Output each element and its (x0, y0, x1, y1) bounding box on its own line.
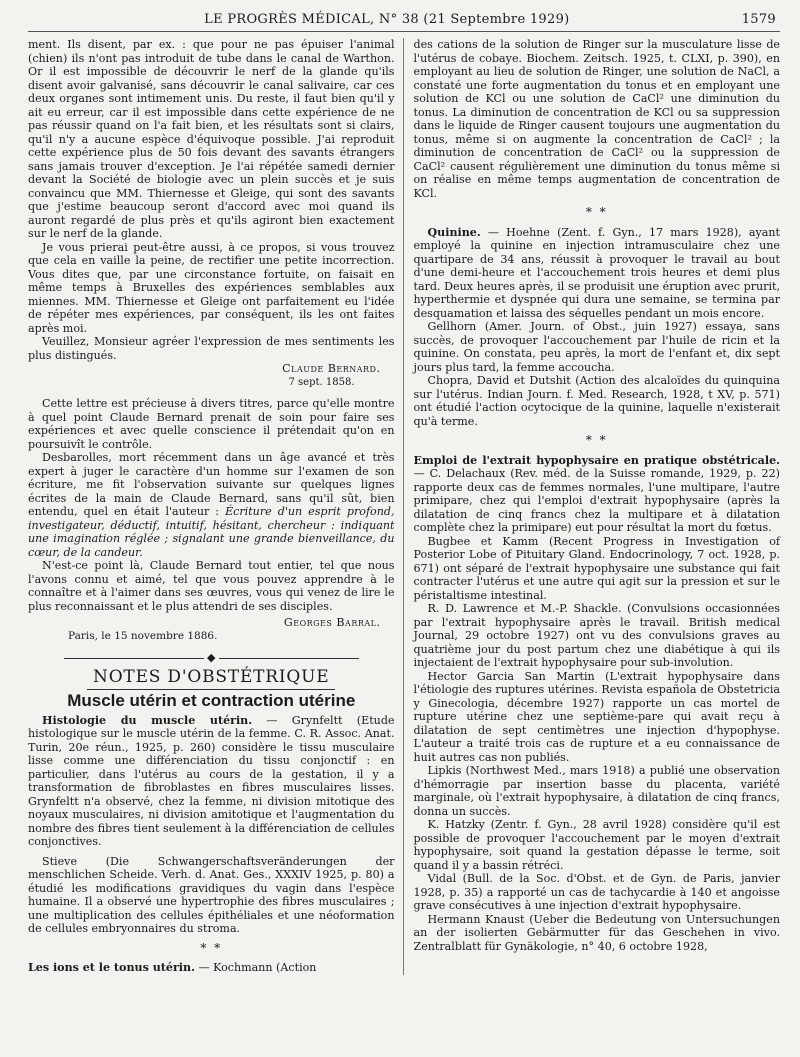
subheading: Histologie du muscle utérin. (42, 713, 253, 727)
signature: Claude Bernard. (282, 362, 381, 375)
paragraph: N'est-ce point là, Claude Bernard tout entier, tel que nous l'avons connu et aimé, tel que vous pouvez apprendre à le connaître et à l'aimer dans ses œuvres, vous qui venez de lire le plus reconnaissant et le plus attendri de ses disciples. (28, 559, 395, 613)
subheading: Emploi de l'extrait hypophysaire en pratique obstétricale. (413, 453, 780, 467)
handwriting-analysis-quote: Écriture d'un esprit profond, investigateur, déductif, intuitif, hésitant, chercheur : indiquant une imagination réglée ; signalant une grande bienveillance, du cœur, de la candeur. (28, 505, 395, 559)
paragraph: K. Hatzky (Zentr. f. Gyn., 28 avril 1928) considère qu'il est possible de provoquer l'accouchement par le moyen d'extrait hypophysaire, soit quand la gestation dépasse le terme, soit quand il y a bassin rétréci. (413, 818, 780, 872)
section-separator: * * (200, 940, 223, 955)
running-head (28, 12, 780, 32)
page-number: 1579 (741, 12, 776, 27)
subheading: Les ions et le tonus utérin. (28, 961, 195, 974)
ornament-divider: ◆ (28, 651, 395, 665)
section-separator: * * (585, 433, 608, 447)
paragraph: Je vous prierai peut-être aussi, à ce propos, si vous trouvez que cela en vaille la peine, de rectifier une petite incorrection. Vous dites que, par une circonstance fortuite, on faisait en même temps à Bruxelles des expériences semblables aux miennes. MM. Thiernesse et Gleige ont parfaitement eu l'idée de répéter mes expériences, par conséquent, ils les ont faites après moi. (28, 240, 395, 335)
paragraph: Histologie du muscle utérin. — Grynfeltt (Etude histologique sur le muscle utérin de la femme. C. R. Assoc. Anat. Turin, 20e réun., 1925, p. 260) considère le tissu musculaire lisse comme une différenciation du tissu conjonctif : en particulier, dans l'utérus au cours de la gestation, il y a transformation de fibroblastes en fibres musculaires lisses. Grynfeltt n'a observé, chez la femme, ni division mitotique des noyaux musculaires, ni division amitotique et l'augmentation du nombre des fibres tient seulement à la différenciation de cellules conjonctives. (28, 713, 395, 848)
paragraph: des cations de la solution de Ringer sur la musculature lisse de l'utérus de cobaye. Biochem. Zeitsch. 1925, t. CLXI, p. 390), en employant au lieu de solution de Ringer, une solution de NaCl, a constaté une forte augmentation du tonus et en employant une solution de KCl ou une solution de CaCl² une diminution du tonus. La diminution de concentration de KCl ou sa suppression dans le liquide de Ringer causent toujours une augmentation du tonus, même si on augmente la concentration de CaCl² ; la diminution de concentration de CaCl² ou la suppression de CaCl² causent régulièrement une diminution du tonus même si on réalise en même temps augmentation de concentration de KCl. (413, 38, 780, 200)
paragraph: Hermann Knaust (Ueber die Bedeutung von Untersuchungen an der isolierten Gebärmutter für das Geschehen in vivo. Zentralblatt für Gynäkologie, n° 40, 6 octobre 1928, (413, 912, 780, 953)
signature-date: 7 sept. 1858. (288, 376, 355, 388)
paragraph: Cette lettre est précieuse à divers titres, parce qu'elle montre à quel point Claude Bernard prenait de soin pour faire ses expériences et avec quelle conscience il prétendait qu'on en poursuivît le contrôle. (28, 397, 395, 451)
place-date: Paris, le 15 novembre 1886. (68, 629, 218, 642)
paragraph: Hector Garcia San Martin (L'extrait hypophysaire dans l'étiologie des ruptures utérines. Revista española de Obstetricia y Ginecologia, décembre 1927) rapporte un cas mortel de rupture utérine chez une septième-pare qui avait reçu à dilatation de sept centimètres une injection d'hypophyse. L'auteur a traité trois cas de rupture et a eu connaissance de huit autres cas non publiés. (413, 669, 780, 764)
section-title: NOTES D'OBSTÉTRIQUE (28, 671, 395, 685)
paragraph: Vidal (Bull. de la Soc. d'Obst. et de Gyn. de Paris, janvier 1928, p. 35) a rapporté un cas de tachycardie à 140 et angoisse grave consécutives à une injection d'extrait hypophysaire. (413, 872, 780, 912)
paragraph: Bugbee et Kamm (Recent Progress in Investigation of Posterior Lobe of Pituitary Gland. Endocrinology, 7 oct. 1928, p. 671) ont séparé de l'extrait hypophysaire une substance qui fait contracter l'utérus et une autre qui agit sur la pression et sur le péristaltisme intestinal. (413, 534, 780, 602)
paragraph: Quinine. — Hoehne (Zent. f. Gyn., 17 mars 1928), ayant employé la quinine en injection intramusculaire chez une quartipare de 34 ans, réussit à provoquer le travail au bout d'une demi-heure et l'accouchement trois heures et demi plus tard. Deux heures après, il se produisit une éruption avec prurit, hyperthermie et dyspnée qui dura une semaine, se termina par desquamation et laissa des séquelles pendant un mois encore. (413, 225, 780, 320)
paragraph: ment. Ils disent, par ex. : que pour ne pas épuiser l'animal (chien) ils n'ont pas introduit de tube dans le canal de Warthon. Or il est impossible de découvrir le nerf de la glande qu'ils disent avoir galvanisé, sans découvrir le canal salivaire, car ces deux organes sont intimement unis. Du reste, il faut bien qu'il y ait eu erreur, car il est impossible dans cette expérience de ne pas réussir quand on l'a fait bien, et les résultats sont si clairs, qu'il n'y a aucune espèce d'équivoque possible. J'ai reproduit cette expérience plus de 50 fois devant des savants étrangers sans jamais trouver d'exception. Je l'ai répétée samedi dernier devant la Société de biologie avec un plein succès et je suis convaincu que MM. Thiernesse et Gleige, qui sont des savants que j'estime beaucoup seront d'accord avec moi quand ils auront regardé de plus près et qu'ils agiront bien exactement sur le nerf de la glande. (28, 38, 395, 240)
article-title: Muscle utérin et contraction utérine (67, 691, 356, 710)
paragraph: Les ions et le tonus utérin. — Kochmann (Action (28, 961, 317, 974)
left-column (28, 38, 404, 975)
paragraph: Lipkis (Northwest Med., mars 1918) a publié une observation d'hémorragie par insertion basse du placenta, variété marginale, où l'extrait hypophysaire, à dilatation de cinq francs, donna un succès. (413, 764, 780, 818)
paragraph: Emploi de l'extrait hypophysaire en pratique obstétricale. — C. Delachaux (Rev. méd. de la Suisse romande, 1929, p. 22) rapporte deux cas de femmes normales, l'une multipare, l'autre primipare, chez qui l'emploi d'extrait hypophysaire (après la dilatation de cinq francs chez la multipare et à dilatation complète chez la primipare) eut pour résultat la mort du fœtus. (413, 453, 780, 534)
paragraph (28, 451, 395, 559)
right-column (404, 38, 781, 975)
paragraph: Chopra, David et Dutshit (Action des alcaloïdes du quinquina sur l'utérus. Indian Journ. f. Med. Research, 1928, t XV, p. 571) ont étudié l'action ocytocique de la quinine, laquelle n'existerait qu'à terme. (413, 374, 780, 428)
signature: Georges Barral. (283, 616, 381, 629)
paragraph: R. D. Lawrence et M.-P. Shackle. (Convulsions occasionnées par l'extrait hypophysaire après le travail. British medical Journal, 29 octobre 1927) ont vu des convulsions graves au quatrième jour du post partum chez une diabétique à qui ils injectaient de l'extrait hypophysaire pour sub-involution. (413, 602, 780, 669)
paragraph: Gellhorn (Amer. Journ. of Obst., juin 1927) essaya, sans succès, de provoquer l'accouchement par l'huile de ricin et la quinine. On constata, peu après, la mort de l'enfant et, dix sept jours plus tard, la femme accoucha. (413, 320, 780, 374)
two-column-body (28, 38, 780, 975)
section-separator: * * (585, 205, 608, 219)
journal-title: LE PROGRÈS MÉDICAL, N° 38 (21 Septembre 1929) (204, 12, 570, 27)
subheading: Quinine. (427, 225, 481, 239)
paragraph-text: Desbarolles, mort récemment dans un âge avancé et très expert à juger le caractère d'un homme sur l'examen de son écriture, me fit l'observation suivante sur quelques lignes écrites de la main de Claude Bernard, sans qu'il sût, bien entendu, quel en était l'auteur : (28, 451, 395, 518)
paragraph: Veuillez, Monsieur agréer l'expression de mes sentiments les plus distingués. (28, 335, 395, 362)
paragraph: Stieve (Die Schwangerschaftsveränderungen der menschlichen Scheide. Verh. d. Anat. Ges., XXXIV 1925, p. 80) a étudié les modifications gravidiques du vagin dans l'espèce humaine. Il a observé une hypertrophie des fibres musculaires ; une multiplication des cellules épithéliales et une néoformation de cellules embryonnaires du stroma. (28, 854, 395, 935)
